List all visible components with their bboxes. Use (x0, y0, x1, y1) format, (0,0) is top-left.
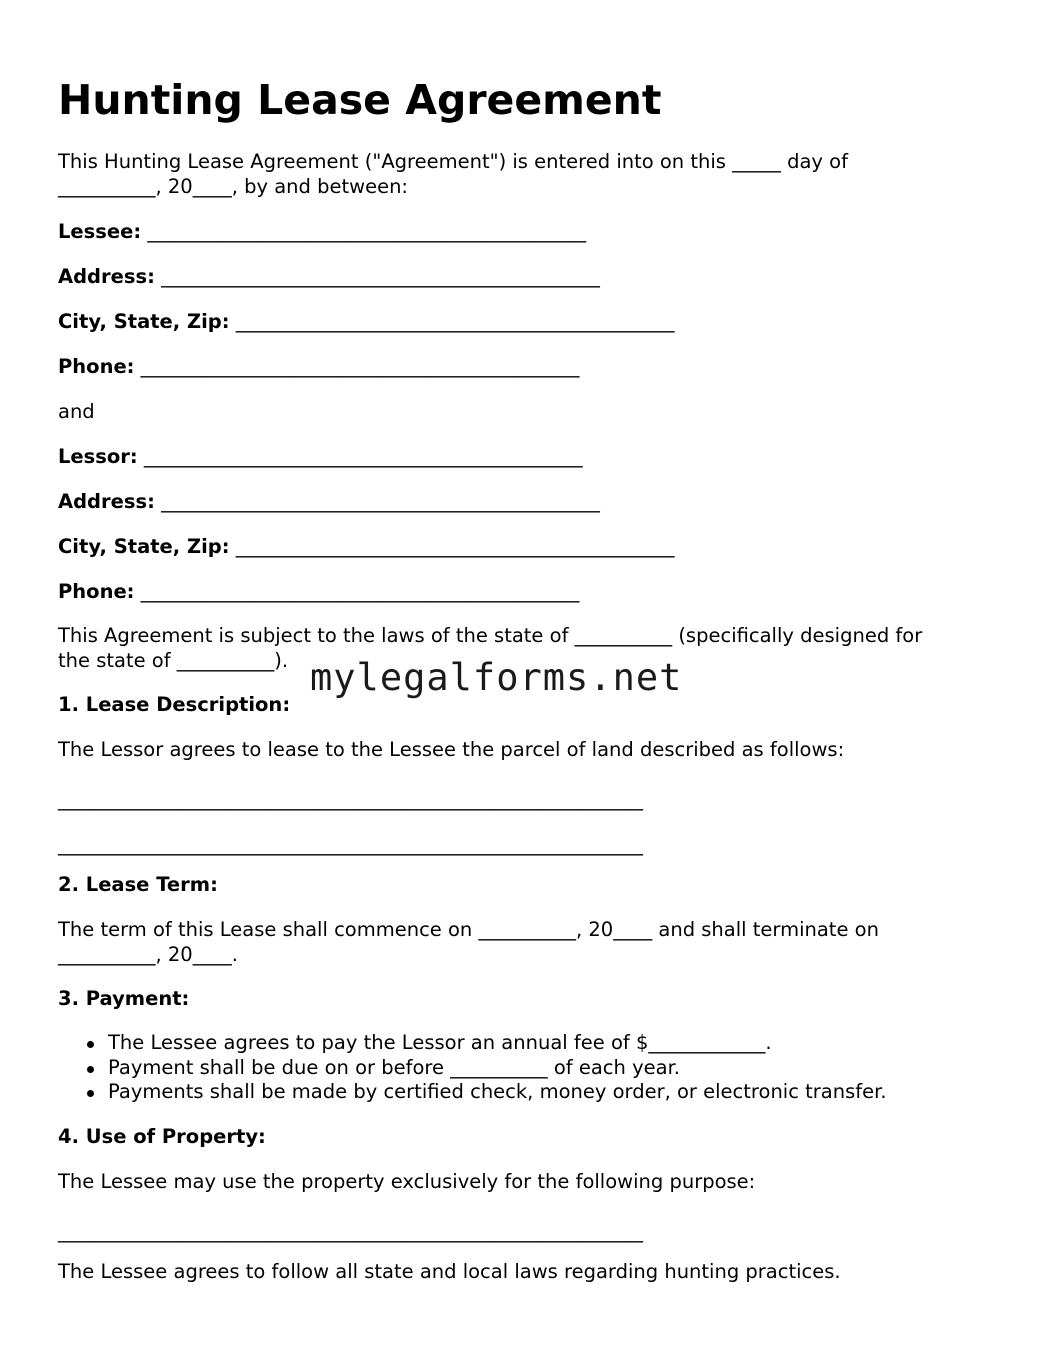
lessor-city-field (58, 535, 675, 560)
section-3-heading: 3. Payment: (58, 987, 190, 1010)
lessee-name-field (58, 220, 586, 245)
lessor-phone-blank: _____________________________________________ (134, 580, 580, 603)
lease-description-blank-1: ____________________________________________________________ (58, 788, 643, 811)
payment-bullet-text: Payment shall be due on or before __________ of each year. (108, 1055, 680, 1079)
lessor-address-label: Address: (58, 490, 155, 513)
bullet-icon (87, 1066, 94, 1073)
lessor-address-field (58, 490, 600, 515)
list-item (58, 1031, 887, 1056)
list-item (58, 1056, 887, 1081)
lessee-address-field (58, 265, 600, 290)
lessee-phone-label: Phone: (58, 355, 135, 378)
payment-bullet-list (58, 1031, 887, 1105)
lease-description-blank-2: ____________________________________________________________ (58, 833, 643, 856)
section-1-heading: 1. Lease Description: (58, 693, 291, 716)
lessor-address-blank: _____________________________________________ (154, 490, 600, 513)
lessor-city-blank: _____________________________________________ (229, 535, 675, 558)
lessor-city-label: City, State, Zip: (58, 535, 230, 558)
lessee-name-label: Lessee: (58, 220, 142, 243)
section-4-closing: The Lessee agrees to follow all state and local laws regarding hunting practices. (58, 1260, 841, 1283)
list-item (58, 1080, 887, 1105)
section-4-text: The Lessee may use the property exclusively for the following purpose: (58, 1170, 756, 1193)
section-4-heading: 4. Use of Property: (58, 1125, 266, 1148)
payment-bullet-text: The Lessee agrees to pay the Lessor an annual fee of $____________. (108, 1031, 772, 1054)
lessor-name-field (58, 445, 583, 470)
lessor-phone-field (58, 580, 579, 605)
bullet-icon (87, 1041, 94, 1048)
governing-law-line-1: This Agreement is subject to the laws of the state of __________ (specifically designed for (58, 624, 923, 647)
watermark-text: mylegalforms.net (310, 656, 683, 699)
intro-line-2: __________, 20____, by and between: (58, 175, 409, 198)
lessee-name-blank: _____________________________________________ (141, 220, 587, 243)
and-text: and (58, 400, 95, 423)
lessor-name-blank: _____________________________________________ (137, 445, 583, 468)
payment-bullet-text: Payments shall be made by certified check, money order, or electronic transfer. (108, 1080, 887, 1103)
intro-line-1: This Hunting Lease Agreement ("Agreement") is entered into on this _____ day of (58, 150, 848, 173)
section-2-line-1: The term of this Lease shall commence on __________, 20____ and shall terminate on (58, 918, 879, 941)
lessee-phone-field (58, 355, 579, 380)
governing-law-line-2: the state of __________). (58, 649, 289, 672)
lessee-city-label: City, State, Zip: (58, 310, 230, 333)
section-1-text: The Lessor agrees to lease to the Lessee the parcel of land described as follows: (58, 738, 845, 761)
bullet-icon (87, 1090, 94, 1097)
document-title: Hunting Lease Agreement (58, 76, 662, 124)
lessee-phone-blank: _____________________________________________ (134, 355, 580, 378)
section-2-line-2: __________, 20____. (58, 943, 238, 966)
lessee-city-field (58, 310, 675, 335)
lessor-name-label: Lessor: (58, 445, 138, 468)
section-2-heading: 2. Lease Term: (58, 873, 218, 896)
lessor-phone-label: Phone: (58, 580, 135, 603)
lessee-address-label: Address: (58, 265, 155, 288)
lessee-city-blank: _____________________________________________ (229, 310, 675, 333)
lessee-address-blank: _____________________________________________ (154, 265, 600, 288)
use-of-property-blank: ____________________________________________________________ (58, 1220, 643, 1243)
